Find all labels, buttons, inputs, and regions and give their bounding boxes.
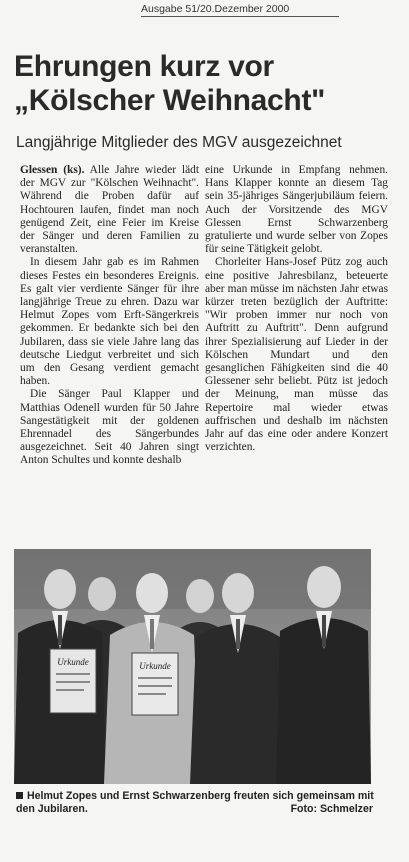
- article-column-right: [205, 164, 388, 454]
- group-photo-illustration: [14, 549, 371, 784]
- group-photo: [14, 549, 371, 784]
- certificate-left-label: Urkunde: [57, 657, 89, 667]
- caption-text: Helmut Zopes und Ernst Schwarzenberg freuten sich gemeinsam mit den Jubilaren.: [16, 790, 374, 815]
- article-paragraph: In diesem Jahr gab es im Rahmen dieses Festes ein besonderes Ereignis. Es galt vier verdiente Sänger für ihre langjährige Treue zu ehren. Dazu war Helmut Zopes vom Erft-Sängerkreis gekommen. Er bedankte sich bei den Jubilaren, dass sie viele Jahre lang das deutsche Liedgut verbreitet und sich um den Gesang verdient gemacht haben.: [20, 256, 199, 388]
- certificate-left: [50, 649, 96, 713]
- photo-credit: Foto: Schmelzer: [290, 803, 373, 815]
- headline: [14, 50, 394, 118]
- subheadline: Langjährige Mitglieder des MGV ausgezeichnet: [16, 134, 342, 151]
- dateline: Glessen (ks).: [20, 164, 85, 176]
- article-paragraph: [20, 164, 199, 256]
- caption-bullet-icon: [16, 792, 23, 799]
- paragraph-text: Alle Jahre wieder lädt der MGV zur "Kölschen Weihnacht". Während die Proben dafür auf Hochtouren laufen, findet man noch genügend Zeit, eine Feier im Kreise der Sänger und deren Familien zu veranstalten.: [20, 164, 200, 256]
- certificate-center: [132, 653, 178, 715]
- headline-line-1: Ehrungen kurz vor: [14, 50, 274, 83]
- certificate-center-label: Urkunde: [139, 661, 171, 671]
- headline-line-2: „Kölscher Weihnacht": [14, 84, 326, 117]
- article-paragraph: Die Sänger Paul Klapper und Matthias Odenell wurden für 50 Jahre Sangestätigkeit mit der goldenen Ehrennadel des Sängerbundes ausgezeichnet. Seit 40 Jahren singt Anton Schultes und konnte deshalb: [20, 388, 199, 467]
- issue-line: Ausgabe 51/20.Dezember 2000: [141, 3, 339, 17]
- article-column-left: [20, 164, 199, 468]
- article-paragraph: eine Urkunde in Empfang nehmen. Hans Klapper konnte an diesem Tag sein 35-jähriges Sängerjubiläum feiern. Auch der Vorsitzende des MGV Glessen Ernst Schwarzenberg gratulierte und wurde selber von Zopes für seine Tätigkeit gelobt.: [205, 164, 388, 256]
- article-paragraph: Chorleiter Hans-Josef Pütz zog auch eine positive Jahresbilanz, beteuerte aber man müsse im nächsten Jahr etwas kürzer treten bezüglich der Auftritte: "Wir proben immer nur noch von Auftritt zu Auftritt". Denn aufgrund ihrer Spezialisierung auf Lieder in der Kölschen Mundart und den gesanglichen Fähigkeiten sind die 40 Glessener sehr beliebt. Pütz ist jedoch der Meinung, man müsse das Repertoire mal wieder etwas auffrischen und deshalb im nächsten Jahr auf das eine oder andere Konzert verzichten.: [205, 256, 388, 454]
